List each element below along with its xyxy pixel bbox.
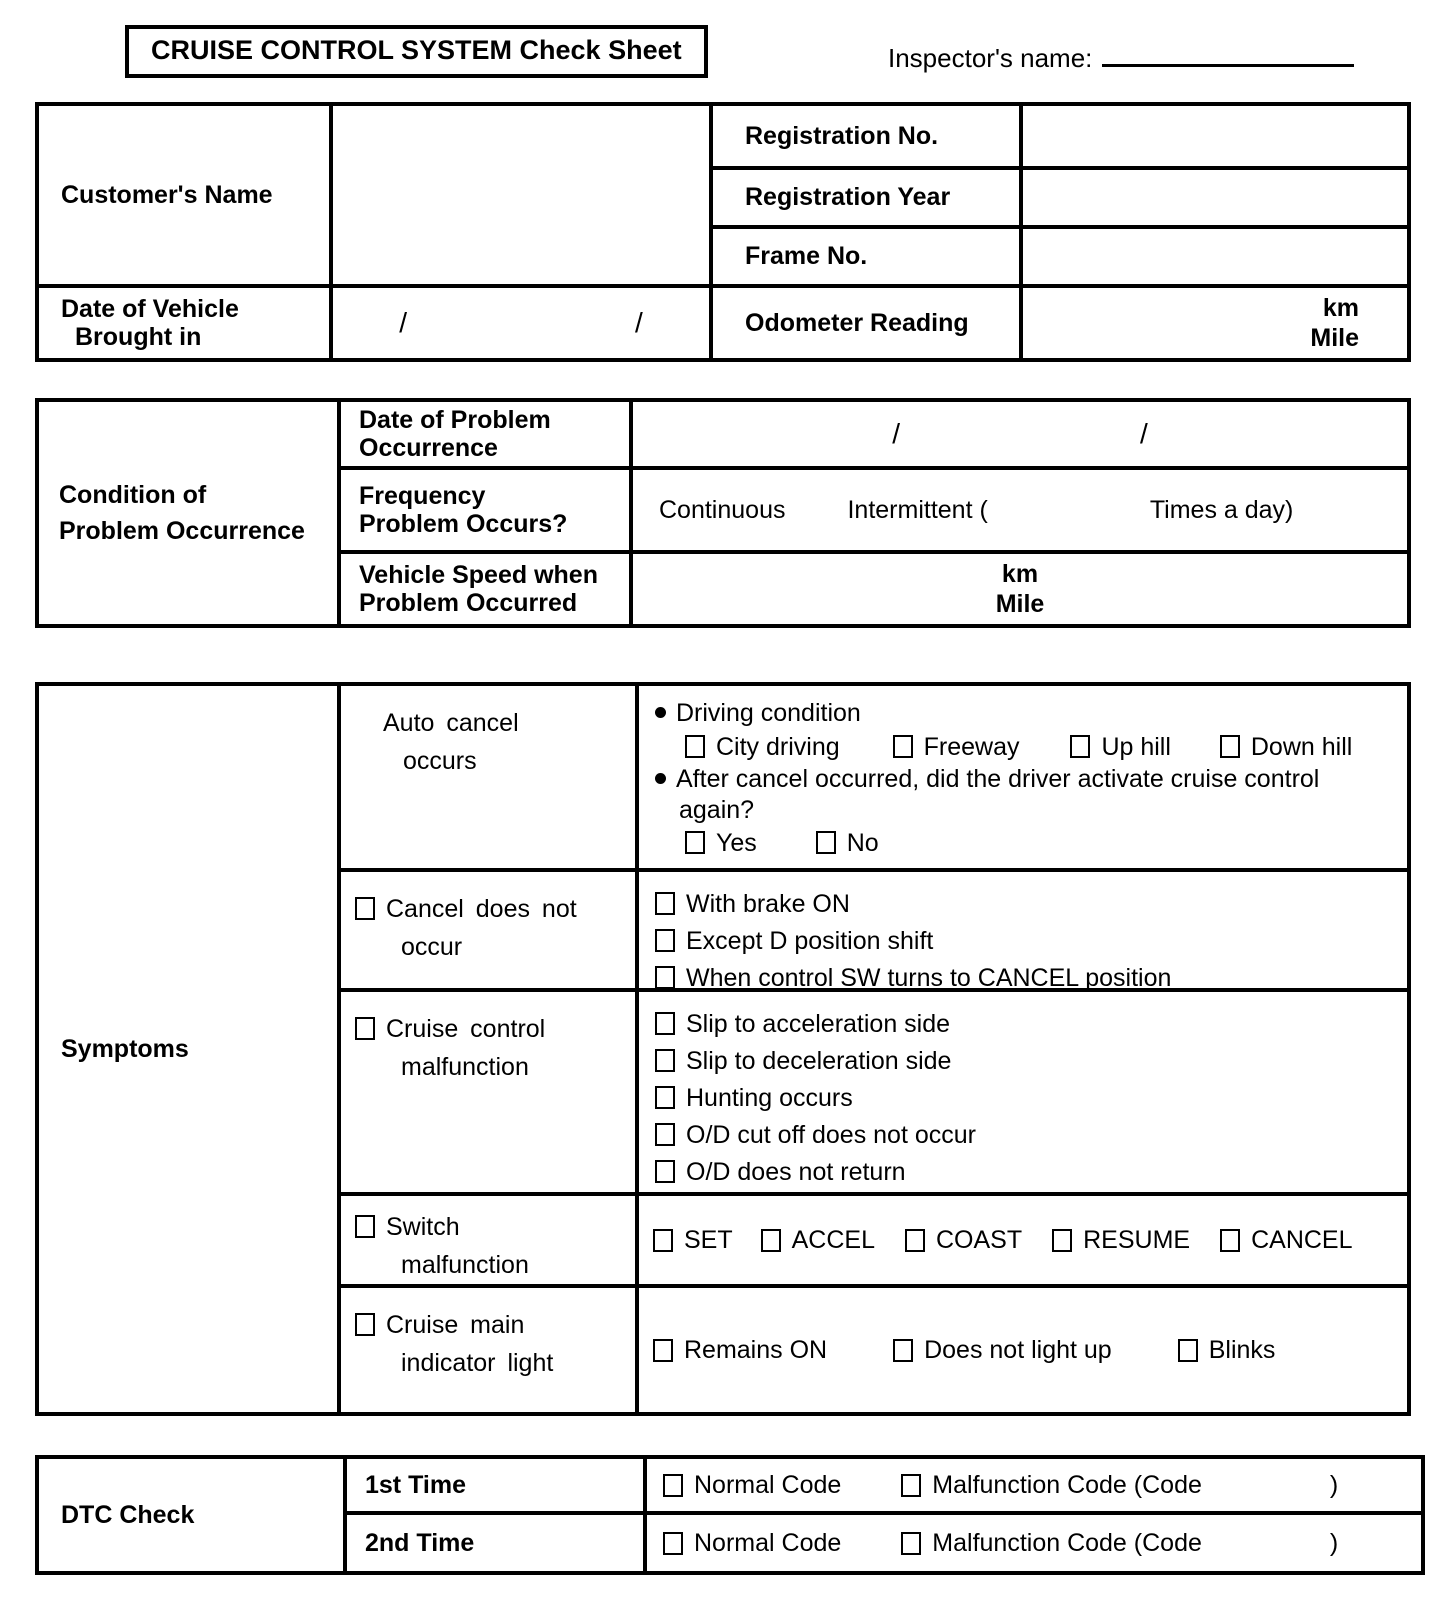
checkbox-blinks[interactable] <box>1178 1339 1198 1362</box>
vehicle-speed-value[interactable] <box>633 554 1407 624</box>
checkbox-with-brake-on[interactable] <box>655 892 675 915</box>
symptom-switch-malfunction-label: Switch malfunction <box>341 1196 635 1284</box>
checkbox-yes[interactable] <box>685 831 705 854</box>
inspector-name-input-line[interactable] <box>1102 42 1354 67</box>
date-brought-label: Date of Vehicle Brought in <box>39 288 329 358</box>
checkbox-freeway[interactable] <box>893 735 913 758</box>
checkbox-resume[interactable] <box>1052 1229 1072 1252</box>
bullet-icon <box>655 773 666 784</box>
dtc-table <box>35 1455 1425 1575</box>
symptom-switch-malfunction-options: SET ACCEL COAST RESUME CANCEL <box>639 1196 1407 1284</box>
checkbox-slip-deceleration[interactable] <box>655 1049 675 1072</box>
symptom-auto-cancel-label: Auto cancel occurs <box>341 686 635 868</box>
unit-km: km <box>1322 294 1359 322</box>
customer-name-value[interactable] <box>333 106 709 284</box>
date-slash: / <box>399 307 407 338</box>
frequency-value[interactable] <box>633 470 1407 550</box>
frequency-label: Frequency Problem Occurs? <box>341 470 629 550</box>
checkbox-malfunction-code-2[interactable] <box>901 1532 921 1555</box>
after-cancel-question-line2: again? <box>679 796 755 824</box>
checkbox-cruise-control-malfunction[interactable] <box>355 1017 375 1040</box>
inspector-name-label: Inspector's name: <box>888 43 1093 73</box>
odometer-label: Odometer Reading <box>713 288 1019 358</box>
unit-mile: Mile <box>995 590 1045 618</box>
symptom-indicator-light-label: Cruise main indicator light <box>341 1288 635 1412</box>
customer-name-label: Customer's Name <box>39 106 329 284</box>
vehicle-speed-label: Vehicle Speed when Problem Occurred <box>341 554 629 624</box>
registration-year-value[interactable] <box>1023 170 1407 225</box>
problem-date-label: Date of Problem Occurrence <box>341 402 629 466</box>
checkbox-set[interactable] <box>653 1229 673 1252</box>
odometer-value[interactable] <box>1023 288 1407 358</box>
symptom-cruise-malfunction-label: Cruise control malfunction <box>341 992 635 1192</box>
checkbox-normal-code-2[interactable] <box>663 1532 683 1555</box>
date-slash: / <box>635 307 643 338</box>
checkbox-does-not-light-up[interactable] <box>893 1339 913 1362</box>
checkbox-cancel[interactable] <box>1220 1229 1240 1252</box>
frequency-option-intermittent: Intermittent ( <box>847 495 988 524</box>
page-title: CRUISE CONTROL SYSTEM Check Sheet <box>151 35 682 65</box>
symptom-cruise-malfunction-options: Slip to acceleration side Slip to deceleration side Hunting occurs O/D cut off does not occur O/D does not return <box>639 992 1407 1192</box>
frequency-times-a-day: Times a day) <box>1149 495 1294 524</box>
after-cancel-question-line1: After cancel occurred, did the driver activate cruise control <box>676 765 1320 793</box>
dtc-header: DTC Check <box>39 1459 343 1571</box>
symptoms-header: Symptoms <box>39 686 337 1412</box>
vehicle-info-table <box>35 102 1411 362</box>
checkbox-normal-code-1[interactable] <box>663 1474 683 1497</box>
registration-no-label: Registration No. <box>713 106 1019 166</box>
frequency-option-continuous: Continuous <box>659 495 786 524</box>
condition-table <box>35 398 1411 628</box>
driving-condition-heading: Driving condition <box>676 699 861 727</box>
frame-no-value[interactable] <box>1023 229 1407 284</box>
checkbox-control-sw-cancel-position[interactable] <box>655 966 675 989</box>
checkbox-coast[interactable] <box>905 1229 925 1252</box>
checkbox-malfunction-code-1[interactable] <box>901 1474 921 1497</box>
checkbox-slip-acceleration[interactable] <box>655 1012 675 1035</box>
title-box <box>125 25 708 78</box>
symptom-cancel-not-occur-label: Cancel does not occur <box>341 872 635 988</box>
symptoms-table <box>35 682 1411 1416</box>
paren-close: ) <box>1329 1528 1339 1557</box>
symptom-indicator-light-options: Remains ON Does not light up Blinks <box>639 1288 1407 1412</box>
checkbox-down-hill[interactable] <box>1220 735 1240 758</box>
date-brought-value[interactable] <box>333 288 709 358</box>
unit-km: km <box>1001 560 1039 588</box>
bullet-icon <box>655 707 666 718</box>
dtc-1st-time-label: 1st Time <box>347 1459 643 1511</box>
condition-header: Condition of Problem Occurrence <box>39 402 337 624</box>
checkbox-switch-malfunction[interactable] <box>355 1215 375 1238</box>
frame-no-label: Frame No. <box>713 229 1019 284</box>
registration-no-value[interactable] <box>1023 106 1407 166</box>
inspector-name-field <box>888 42 1354 74</box>
symptom-auto-cancel-options: Driving condition City driving Freeway Up hill Down hill After cancel occurred, did the driver activate cruise control again? Yes No <box>639 686 1407 868</box>
checkbox-except-d-position-shift[interactable] <box>655 929 675 952</box>
checkbox-no[interactable] <box>816 831 836 854</box>
checkbox-od-cut-off[interactable] <box>655 1123 675 1146</box>
checkbox-up-hill[interactable] <box>1070 735 1090 758</box>
checkbox-city-driving[interactable] <box>685 735 705 758</box>
checkbox-cruise-main-indicator[interactable] <box>355 1313 375 1336</box>
dtc-1st-time-options: Normal Code Malfunction Code (Code ) <box>647 1459 1421 1511</box>
date-slash: / <box>892 418 900 449</box>
unit-mile: Mile <box>1310 324 1359 352</box>
problem-date-value[interactable] <box>633 402 1407 466</box>
checkbox-hunting-occurs[interactable] <box>655 1086 675 1109</box>
dtc-2nd-time-options: Normal Code Malfunction Code (Code ) <box>647 1515 1421 1571</box>
paren-close: ) <box>1329 1470 1339 1499</box>
checkbox-od-does-not-return[interactable] <box>655 1160 675 1183</box>
checkbox-cancel-does-not-occur[interactable] <box>355 897 375 920</box>
registration-year-label: Registration Year <box>713 170 1019 225</box>
checkbox-remains-on[interactable] <box>653 1339 673 1362</box>
checkbox-accel[interactable] <box>761 1229 781 1252</box>
dtc-2nd-time-label: 2nd Time <box>347 1515 643 1571</box>
symptom-cancel-not-occur-options: With brake ON Except D position shift When control SW turns to CANCEL position <box>639 872 1407 988</box>
date-slash: / <box>1140 418 1148 449</box>
